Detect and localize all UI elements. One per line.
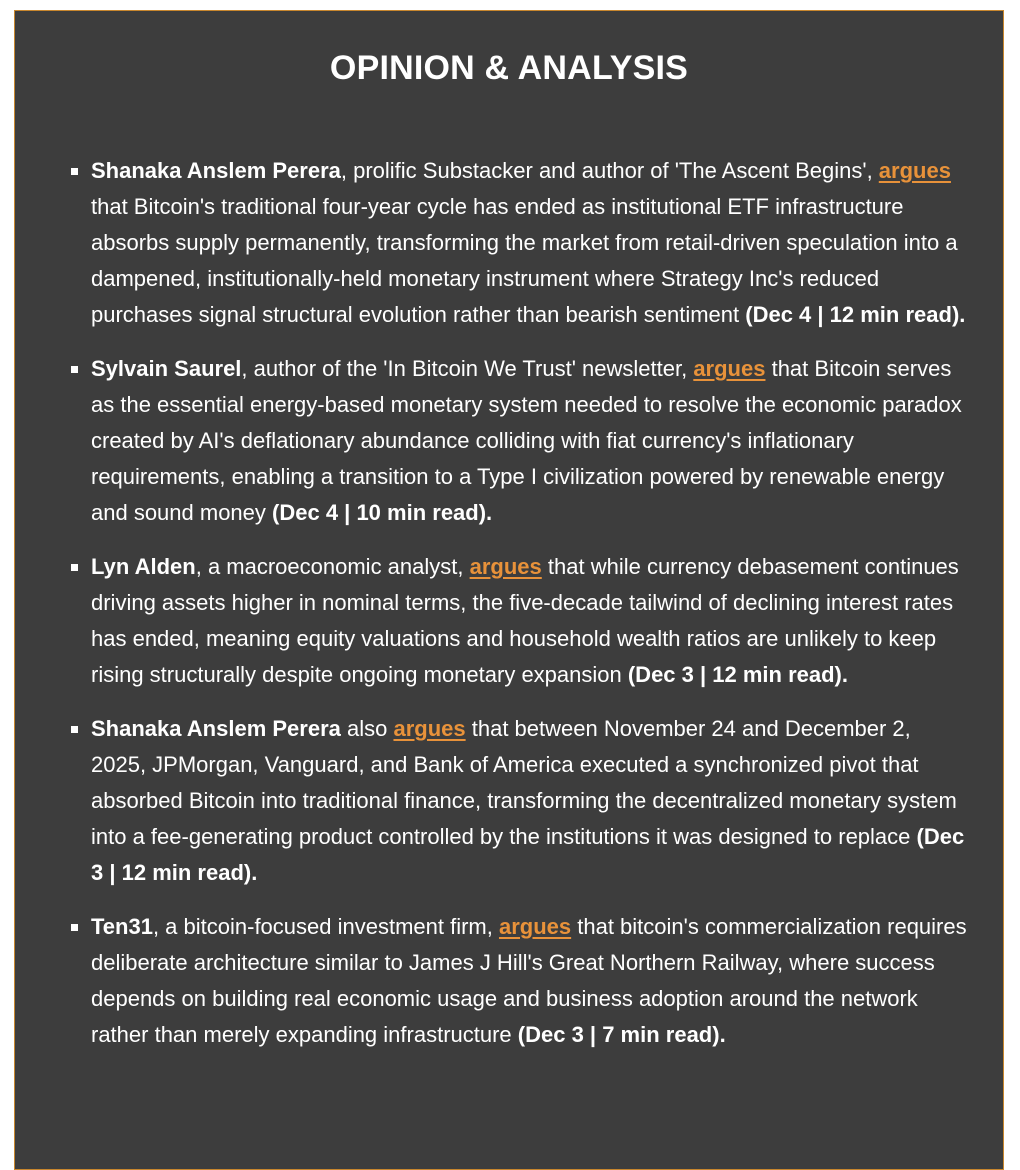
author-name: Ten31 (91, 914, 153, 939)
item-meta: (Dec 3 | 12 min read). (91, 824, 965, 885)
item-meta: (Dec 3 | 7 min read). (517, 1022, 726, 1047)
item-intro-text: also (340, 716, 394, 741)
item-body-text: that Bitcoin serves as the essential energy-based monetary system needed to resolve the economic paradox created by AI's deflationary abundance colliding with fiat currency's inflationary requirements, enabling a transition to a Type I civilization powered by renewable energy and sound money (91, 356, 962, 525)
bullet-icon (71, 564, 78, 571)
author-name: Lyn Alden (91, 554, 196, 579)
author-name: Shanaka Anslem Perera (91, 716, 341, 741)
bullet-icon (71, 924, 78, 931)
list-item (91, 549, 971, 693)
item-intro-text: , a bitcoin-focused investment firm, (152, 914, 499, 939)
bullet-icon (71, 726, 78, 733)
item-intro-text: , a macroeconomic analyst, (195, 554, 470, 579)
argues-link[interactable]: argues (469, 554, 542, 579)
item-body-text: that bitcoin's commercialization requires deliberate architecture similar to James J Hill's Great Northern Railway, where success depends on building real economic usage and business adoption around the network rather than merely expanding infrastructure (91, 914, 967, 1047)
item-meta: (Dec 4 | 12 min read). (745, 302, 966, 327)
item-body-text: that Bitcoin's traditional four-year cycle has ended as institutional ETF infrastructure absorbs supply permanently, transforming the market from retail-driven speculation into a dampened, institutionally-held monetary instrument where Strategy Inc's reduced purchases signal structural evolution rather than bearish sentiment (91, 194, 958, 327)
list-item (91, 153, 971, 333)
author-name: Sylvain Saurel (91, 356, 242, 381)
argues-link[interactable]: argues (393, 716, 466, 741)
bullet-icon (71, 168, 78, 175)
list-item (91, 351, 971, 531)
item-body-text: that between November 24 and December 2, 2025, JPMorgan, Vanguard, and Bank of America executed a synchronized pivot that absorbed Bitcoin into traditional finance, transforming the decentralized monetary system into a fee-generating product controlled by the institutions it was designed to replace (91, 716, 957, 849)
item-meta: (Dec 3 | 12 min read). (627, 662, 848, 687)
argues-link[interactable]: argues (878, 158, 951, 183)
list-item (91, 909, 971, 1053)
item-intro-text: , author of the 'In Bitcoin We Trust' newsletter, (241, 356, 694, 381)
opinion-analysis-panel (14, 10, 1004, 1170)
argues-link[interactable]: argues (498, 914, 572, 939)
article-list (91, 153, 971, 1071)
item-meta: (Dec 4 | 10 min read). (272, 500, 493, 525)
author-name: Shanaka Anslem Perera (91, 158, 341, 183)
list-item (91, 711, 971, 891)
section-title: OPINION & ANALYSIS (329, 49, 689, 87)
item-body-text: that while currency debasement continues driving assets higher in nominal terms, the five-decade tailwind of declining interest rates has ended, meaning equity valuations and household wealth ratios are unlikely to keep rising structurally despite ongoing monetary expansion (91, 554, 959, 687)
argues-link[interactable]: argues (693, 356, 766, 381)
item-intro-text: , prolific Substacker and author of 'The Ascent Begins', (340, 158, 879, 183)
bullet-icon (71, 366, 78, 373)
